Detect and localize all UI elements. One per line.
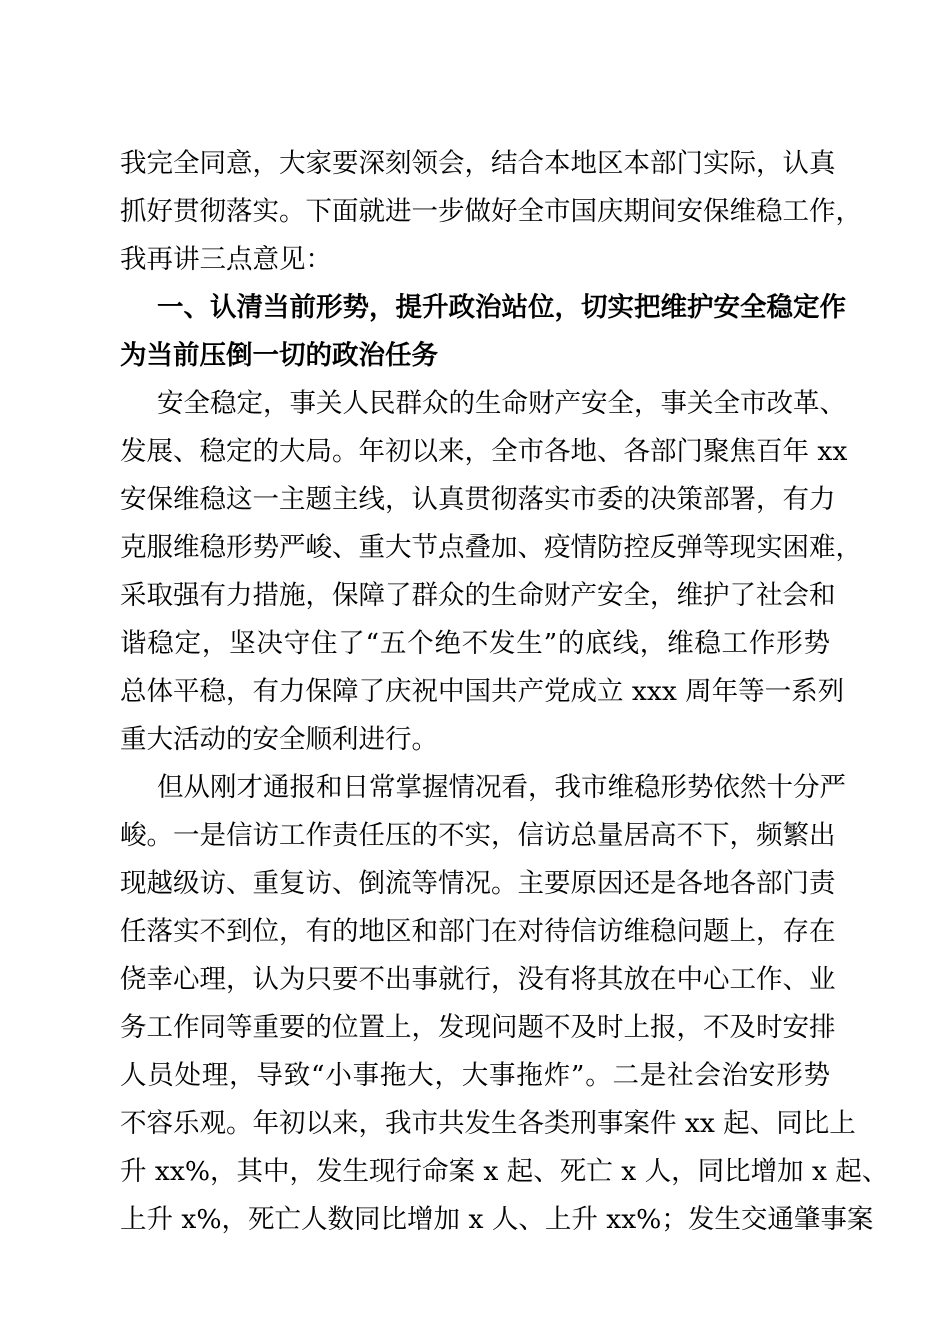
text-line: 抓好贯彻落实。下面就进一步做好全市国庆期间安保维稳工作， [120, 196, 862, 227]
text-line: 我再讲三点意见： [120, 244, 332, 275]
text-line: 人员处理，导致“小事拖大，大事拖炸”。二是社会治安形势 [120, 1060, 830, 1091]
text-line: 重大活动的安全顺利进行。 [120, 724, 438, 755]
paragraph-problems [120, 764, 889, 1244]
text-line: 发展、稳定的大局。年初以来，全市各地、各部门聚焦百年 xx [120, 436, 848, 467]
text-line: 谐稳定，坚决守住了“五个绝不发生”的底线，维稳工作形势 [120, 628, 830, 659]
text-line: 峻。一是信访工作责任压的不实，信访总量居高不下，频繁出 [120, 820, 836, 851]
text-line: 现越级访、重复访、倒流等情况。主要原因还是各地各部门责 [120, 868, 836, 899]
text-line: 我完全同意，大家要深刻领会，结合本地区本部门实际，认真 [120, 148, 836, 179]
text-line: 但从刚才通报和日常掌握情况看，我市维稳形势依然十分严 [157, 772, 846, 803]
text-line: 侥幸心理，认为只要不出事就行，没有将其放在中心工作、业 [120, 964, 836, 995]
text-line: 克服维稳形势严峻、重大节点叠加、疫情防控反弹等现实困难， [120, 532, 862, 563]
text-line: 总体平稳，有力保障了庆祝中国共产党成立 xxx 周年等一系列 [120, 676, 845, 707]
heading-line: 一、认清当前形势，提升政治站位，切实把维护安全稳定作 [157, 292, 846, 323]
heading-line: 为当前压倒一切的政治任务 [120, 340, 438, 371]
text-line: 任落实不到位，有的地区和部门在对待信访维稳问题上，存在 [120, 916, 836, 947]
text-line: 上升 x%，死亡人数同比增加 x 人、上升 xx%；发生交通肇事案 [120, 1204, 874, 1235]
intro-paragraph [120, 140, 862, 284]
text-line: 采取强有力措施，保障了群众的生命财产安全，维护了社会和 [120, 580, 836, 611]
text-line: 不容乐观。年初以来，我市共发生各类刑事案件 xx 起、同比上 [120, 1108, 856, 1139]
section-heading [120, 284, 846, 380]
text-line: 升 xx%，其中，发生现行命案 x 起、死亡 x 人，同比增加 x 起、 [120, 1156, 889, 1187]
paragraph-situation [120, 380, 862, 764]
text-line: 安保维稳这一主题主线，认真贯彻落实市委的决策部署，有力 [120, 484, 836, 515]
document-page [120, 140, 889, 1244]
text-line: 务工作同等重要的位置上，发现问题不及时上报，不及时安排 [120, 1012, 836, 1043]
text-line: 安全稳定，事关人民群众的生命财产安全，事关全市改革、 [157, 388, 846, 419]
